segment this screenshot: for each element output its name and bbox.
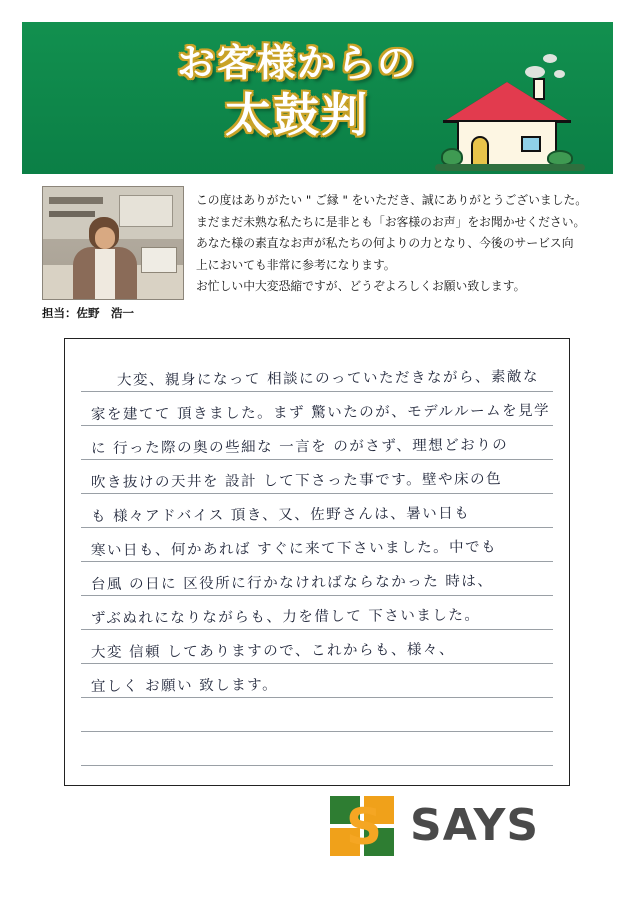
rule-line bbox=[81, 391, 553, 392]
page-title bbox=[132, 40, 462, 142]
smoke-puff-icon bbox=[543, 54, 557, 63]
handwriting-line: 台風 の日に 区役所に行かなければならなかった 時は、 bbox=[90, 573, 494, 594]
rule-line bbox=[81, 731, 553, 732]
says-logo-mark-icon bbox=[330, 796, 396, 858]
handwriting-line: 大変 信頼 してありますので、これからも、様々、 bbox=[90, 641, 456, 662]
intro-message bbox=[196, 190, 614, 298]
window-icon bbox=[521, 136, 541, 152]
photo-shelf bbox=[49, 211, 95, 217]
intro-line: 上においても非常に参考になります。 bbox=[196, 257, 396, 272]
handwritten-letter-box bbox=[64, 338, 570, 786]
handwriting-line: に 行った際の奥の些細な 一言を のがさず、理想どおりの bbox=[90, 437, 509, 458]
rule-line bbox=[81, 663, 553, 664]
rule-line bbox=[81, 459, 553, 460]
rule-line bbox=[81, 493, 553, 494]
handwriting-line: も 様々アドバイス 頂き、又、佐野さんは、暑い日も bbox=[90, 505, 471, 526]
rule-line bbox=[81, 629, 553, 630]
door-icon bbox=[471, 136, 489, 166]
photo-person-face bbox=[95, 227, 115, 249]
intro-line: お忙しい中大変恐縮ですが、どうぞよろしくお願い致します。 bbox=[196, 279, 526, 293]
handwriting-line: ずぶぬれになりながらも、力を借して 下さいました。 bbox=[90, 607, 481, 628]
rule-line bbox=[81, 697, 553, 698]
staff-name-label: 担当：佐野 浩一 bbox=[42, 306, 134, 320]
photo-monitor bbox=[141, 247, 177, 273]
company-logo bbox=[330, 792, 590, 866]
handwriting-line: 宜しく お願い 致します。 bbox=[90, 677, 279, 696]
handwriting-line: 大変、親身になって 相談にのっていただきながら、素敵な bbox=[116, 369, 540, 389]
handwriting-line: 吹き抜けの天井を 設計 して下さった事です。壁や床の色 bbox=[90, 471, 503, 492]
photo-person-shirt bbox=[95, 249, 115, 299]
handwriting-line: 家を建てて 頂きました。まず 驚いたのが、モデルルームを見学 bbox=[90, 403, 551, 424]
photo-whiteboard bbox=[119, 195, 173, 227]
intro-line: あなた様の素直なお声が私たちの何よりの力となり、今後のサービス向 bbox=[196, 236, 574, 250]
header-banner bbox=[22, 22, 613, 174]
intro-line: この度はありがたい " ご縁 " をいただき、誠にありがとうございました。 bbox=[196, 193, 588, 207]
rule-line bbox=[81, 527, 553, 528]
rule-line bbox=[81, 425, 553, 426]
ground-icon bbox=[435, 164, 585, 171]
staff-photo bbox=[42, 186, 184, 300]
handwriting-line: 寒い日も、何かあれば すぐに来て下さいました。中でも bbox=[90, 539, 498, 560]
roof-icon bbox=[443, 82, 571, 122]
rule-line bbox=[81, 595, 553, 596]
logo-s-glyph: S bbox=[345, 798, 382, 856]
intro-line: まだまだ未熟な私たちに是非とも「お客様のお声」をお聞かせください。 bbox=[196, 214, 586, 229]
logo-wordmark: SAYS bbox=[410, 800, 540, 851]
rule-line bbox=[81, 561, 553, 562]
house-icon bbox=[435, 52, 585, 170]
smoke-puff-icon bbox=[525, 66, 545, 78]
rule-line bbox=[81, 765, 553, 766]
smoke-puff-icon bbox=[554, 70, 565, 78]
page-title-line1: お客様からの bbox=[176, 41, 417, 85]
photo-shelf bbox=[49, 197, 103, 204]
page-title-line2: 太鼓判 bbox=[225, 88, 369, 142]
